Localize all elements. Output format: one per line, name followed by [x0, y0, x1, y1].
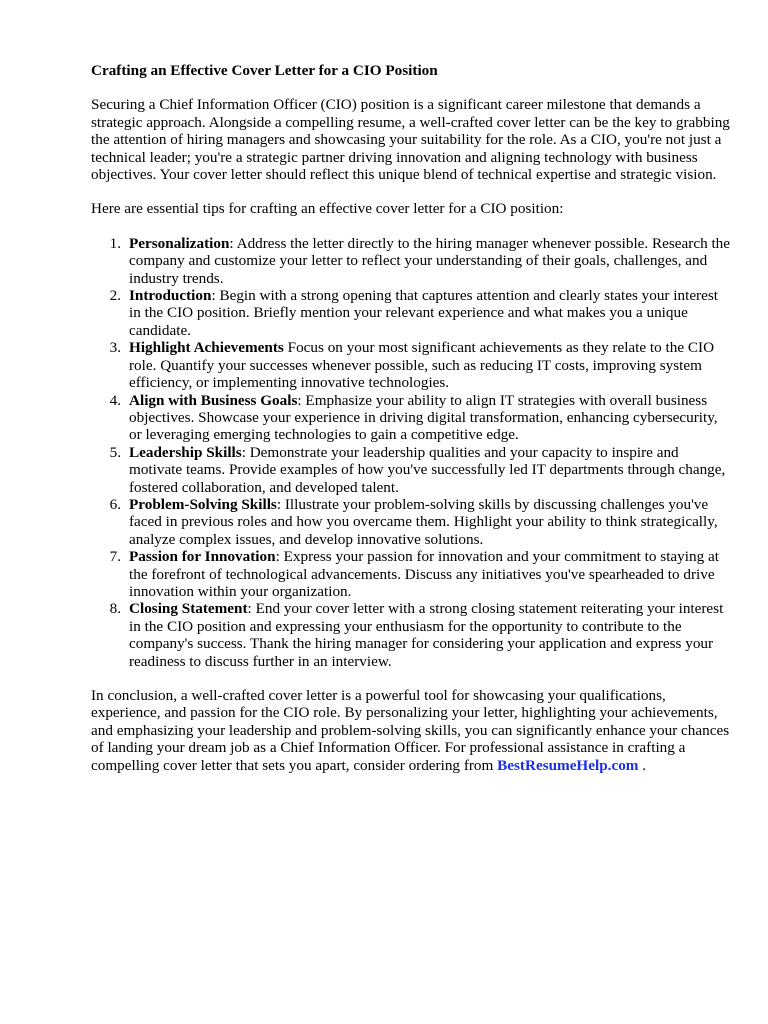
- list-item-text: Express your passion for innovation and your commitment to staying at the forefront of technological advancements. Discuss any initiatives you've spearheaded to drive innovation within your organization.: [129, 548, 719, 600]
- list-item-term: Align with Business Goals: [129, 391, 298, 409]
- list-item-term: Passion for Innovation: [129, 548, 276, 566]
- list-item-number: 4.: [109, 391, 121, 409]
- list-item: [91, 287, 731, 339]
- list-item-text: Emphasize your ability to align IT strategies with overall business objectives. Showcase your experience in driving digital transformation, enhancing cybersecurity, or leveraging emerging technologies to gain a competitive edge.: [129, 391, 718, 444]
- document-title: Crafting an Effective Cover Letter for a CIO Position: [91, 62, 438, 79]
- list-item-separator: :: [241, 443, 246, 461]
- list-item-number: 5.: [109, 443, 121, 461]
- list-item-text: End your cover letter with a strong closing statement reiterating your interest in the CIO position and expressing your enthusiasm for the opportunity to contribute to the company's success. Thank the hiring manager for considering your application and express your readiness to discuss further in an interview.: [129, 600, 724, 670]
- list-item-term: Problem-Solving Skills: [129, 495, 277, 513]
- list-item-number: 7.: [109, 548, 121, 566]
- list-item-text: Address the letter directly to the hiring manager whenever possible. Research the company and customize your letter to reflect your understanding of their goals, challenges, and industry trends.: [129, 234, 731, 287]
- list-item-separator: :: [211, 287, 216, 305]
- list-item-term: Highlight Achievements: [129, 339, 284, 357]
- list-item-separator: :: [297, 391, 302, 409]
- list-item-separator: :: [275, 548, 280, 566]
- list-item: [91, 496, 731, 548]
- conclusion-text: In conclusion, a well-crafted cover letter is a powerful tool for showcasing your qualifications, experience, and passion for the CIO role. By personalizing your letter, highlighting your achievements, and emphasizing your leadership and problem-solving skills, you can significantly enhance your chances of landing your dream job as a Chief Information Officer. For professional assistance in crafting a compelling cover letter that sets you apart, consider ordering from: [91, 687, 730, 774]
- bestresumehelp-link[interactable]: BestResumeHelp.com: [497, 756, 639, 774]
- list-item-term: Introduction: [129, 287, 212, 305]
- list-item-number: 6.: [109, 495, 121, 513]
- list-item: [91, 444, 731, 496]
- list-item: [91, 600, 731, 670]
- list-item-text: Begin with a strong opening that captures attention and clearly states your interest in the CIO position. Briefly mention your relevant experience and what makes you a unique candidate.: [129, 287, 718, 339]
- document-page: [91, 62, 731, 791]
- list-item-term: Leadership Skills: [129, 443, 242, 461]
- list-item-separator: :: [229, 234, 234, 252]
- list-item-number: 1.: [109, 234, 121, 252]
- list-item: [91, 339, 731, 391]
- list-item: [91, 235, 731, 287]
- list-item-text: Demonstrate your leadership qualities and your capacity to inspire and motivate teams. Provide examples of how you've successfully led IT departments through change, fostered collaboration, and developed talent.: [129, 443, 726, 496]
- list-item-number: 3.: [109, 339, 121, 357]
- list-item-text: Illustrate your problem-solving skills by discussing challenges you've faced in previous roles and how you overcame them. Highlight your ability to think strategically, analyze complex issues, and develop innovative solutions.: [129, 495, 718, 548]
- list-item-separator: :: [247, 600, 252, 618]
- list-item-separator: :: [276, 495, 282, 513]
- list-item-text: Focus on your most significant achievements as they relate to the CIO role. Quantify your successes whenever possible, such as reducing IT costs, improving system efficiency, or implementing innovative technologies.: [129, 339, 715, 392]
- list-item-term: Personalization: [129, 234, 230, 252]
- list-item-number: 2.: [109, 287, 121, 305]
- list-item-term: Closing Statement: [129, 600, 248, 618]
- list-item-number: 8.: [109, 600, 121, 618]
- tips-lead-paragraph: Here are essential tips for crafting an effective cover letter for a CIO position:: [91, 200, 564, 218]
- tips-list: [91, 235, 731, 670]
- link-trailing-period: .: [638, 756, 647, 774]
- list-item: [91, 392, 731, 444]
- intro-paragraph: Securing a Chief Information Officer (CIO) position is a significant career milestone that demands a strategic approach. Alongside a compelling resume, a well-crafted cover letter can be the key to grabbing the attention of hiring managers and showcasing your suitability for the role. As a CIO, you're not just a technical leader; you're a strategic partner driving innovation and aligning technology with business objectives. Your cover letter should reflect this unique blend of technical expertise and strategic vision.: [91, 96, 730, 184]
- conclusion-paragraph: [91, 687, 731, 774]
- list-item: [91, 548, 731, 600]
